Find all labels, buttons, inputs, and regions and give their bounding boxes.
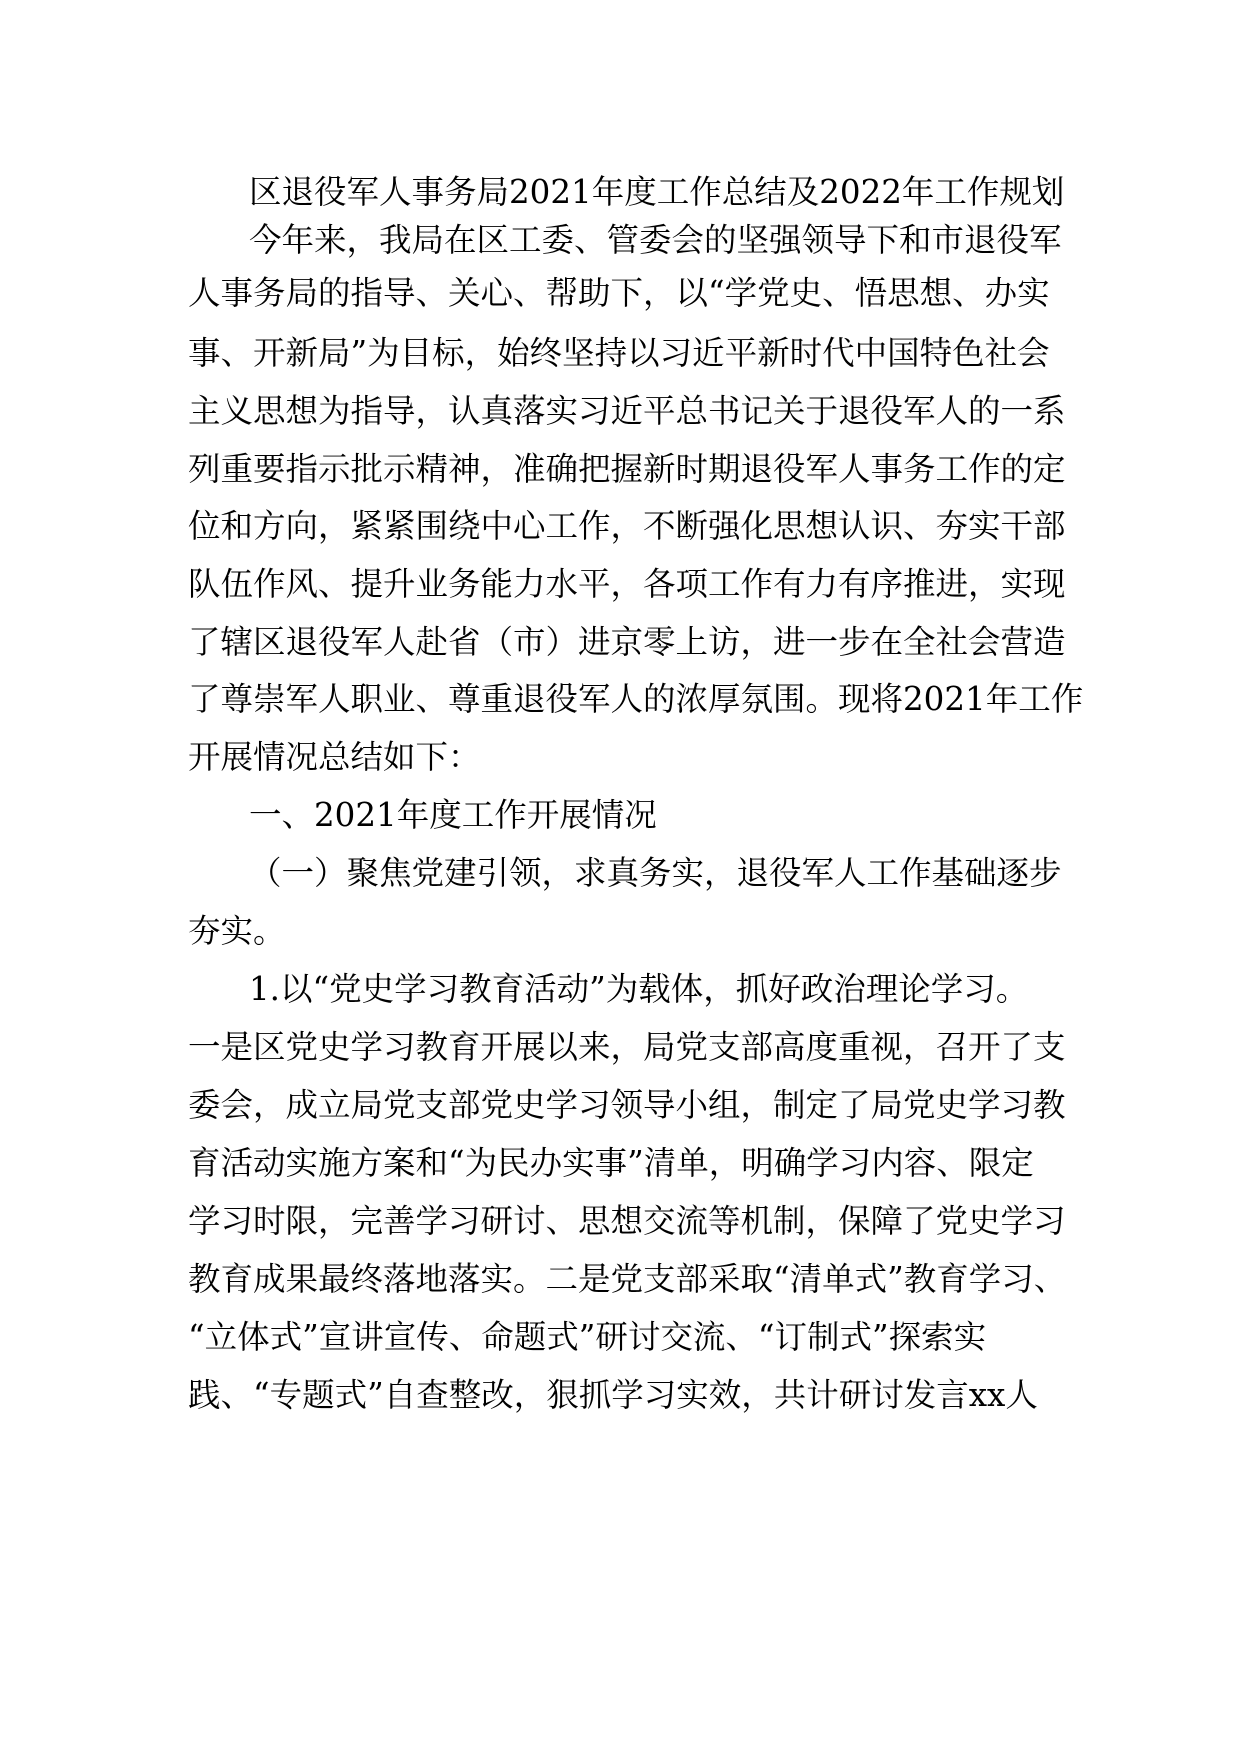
subsection-heading: （一）聚焦党建引领，求真务实，退役军人工作基础逐步 bbox=[249, 854, 1062, 892]
paragraph-line: 一是区党史学习教育开展以来，局党支部高度重视，召开了支 bbox=[188, 1028, 1066, 1066]
paragraph-line: 育活动实施方案和“为民办实事”清单，明确学习内容、限定 bbox=[188, 1144, 1034, 1182]
paragraph-line: 开展情况总结如下： bbox=[188, 738, 481, 776]
section-heading: 一、2021年度工作开展情况 bbox=[249, 796, 657, 834]
paragraph-line: 了辖区退役军人赴省（市）进京零上访，进一步在全社会营造 bbox=[188, 623, 1066, 661]
paragraph-line: 列重要指示批示精神，准确把握新时期退役军人事务工作的定 bbox=[188, 450, 1066, 488]
paragraph-line: 事、开新局”为目标，始终坚持以习近平新时代中国特色社会 bbox=[188, 334, 1050, 372]
item-heading: 1.以“党史学习教育活动”为载体，抓好政治理论学习。 bbox=[249, 970, 1029, 1008]
paragraph-line: 队伍作风、提升业务能力水平，各项工作有力有序推进，实现 bbox=[188, 565, 1066, 603]
paragraph-line: 人事务局的指导、关心、帮助下，以“学党史、悟思想、办实 bbox=[188, 274, 1050, 312]
subsection-heading-continued: 夯实。 bbox=[188, 912, 286, 950]
paragraph-line: 教育成果最终落地落实。二是党支部采取“清单式”教育学习、 bbox=[188, 1260, 1067, 1298]
paragraph-line: 位和方向，紧紧围绕中心工作，不断强化思想认识、夯实干部 bbox=[188, 507, 1066, 545]
paragraph-line: 今年来，我局在区工委、管委会的坚强领导下和市退役军 bbox=[249, 221, 1062, 259]
paragraph-line: 践、“专题式”自查整改，狠抓学习实效，共计研讨发言xx人 bbox=[188, 1376, 1038, 1414]
paragraph-line: 委会，成立局党支部党史学习领导小组，制定了局党史学习教 bbox=[188, 1086, 1066, 1124]
paragraph-line: “立体式”宣讲宣传、命题式”研讨交流、“订制式”探索实 bbox=[188, 1318, 987, 1356]
paragraph-line: 主义思想为指导，认真落实习近平总书记关于退役军人的一系 bbox=[188, 392, 1066, 430]
document-title: 区退役军人事务局2021年度工作总结及2022年工作规划 bbox=[249, 173, 1065, 211]
paragraph-line: 学习时限，完善学习研讨、思想交流等机制，保障了党史学习 bbox=[188, 1202, 1066, 1240]
paragraph-line: 了尊崇军人职业、尊重退役军人的浓厚氛围。现将2021年工作 bbox=[188, 680, 1084, 718]
